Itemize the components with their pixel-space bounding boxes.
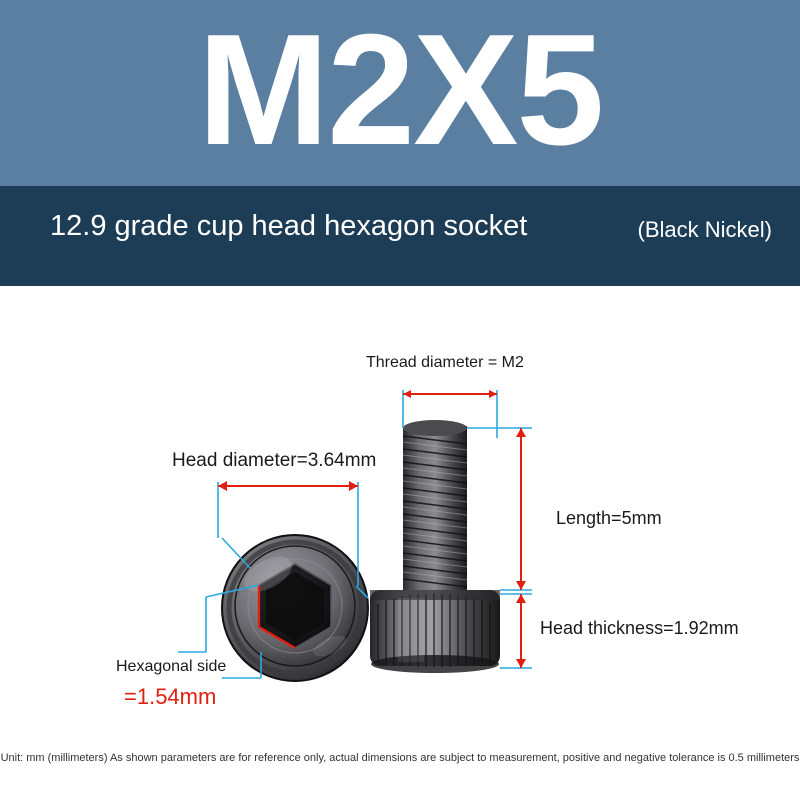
screw-head-on-view [222, 535, 368, 681]
finish-label: (Black Nickel) [637, 217, 772, 242]
head-thickness-dimension [500, 594, 532, 668]
thread-diameter-label: Thread diameter = M2 [366, 354, 524, 371]
page-title: M2X5 [197, 2, 603, 178]
head-diameter-label: Head diameter=3.64mm [172, 450, 377, 471]
length-dimension [467, 428, 532, 590]
length-label: Length=5mm [556, 508, 662, 528]
head-thickness-label: Head thickness=1.92mm [540, 618, 739, 638]
product-subtitle: 12.9 grade cup head hexagon socket [50, 210, 528, 242]
header-banner-bottom [0, 186, 800, 286]
header-banner-top [0, 0, 800, 186]
dimension-diagram [0, 286, 800, 746]
footer-note: Unit: mm (millimeters) As shown parameters are for reference only, actual dimensions are subject to measurement, positive and negative tolerance is 0.5 millimeters [0, 752, 800, 764]
screw-side-view [370, 420, 500, 673]
hexagonal-side-label: Hexagonal side [116, 658, 227, 675]
hexagonal-side-value: =1.54mm [124, 684, 217, 709]
